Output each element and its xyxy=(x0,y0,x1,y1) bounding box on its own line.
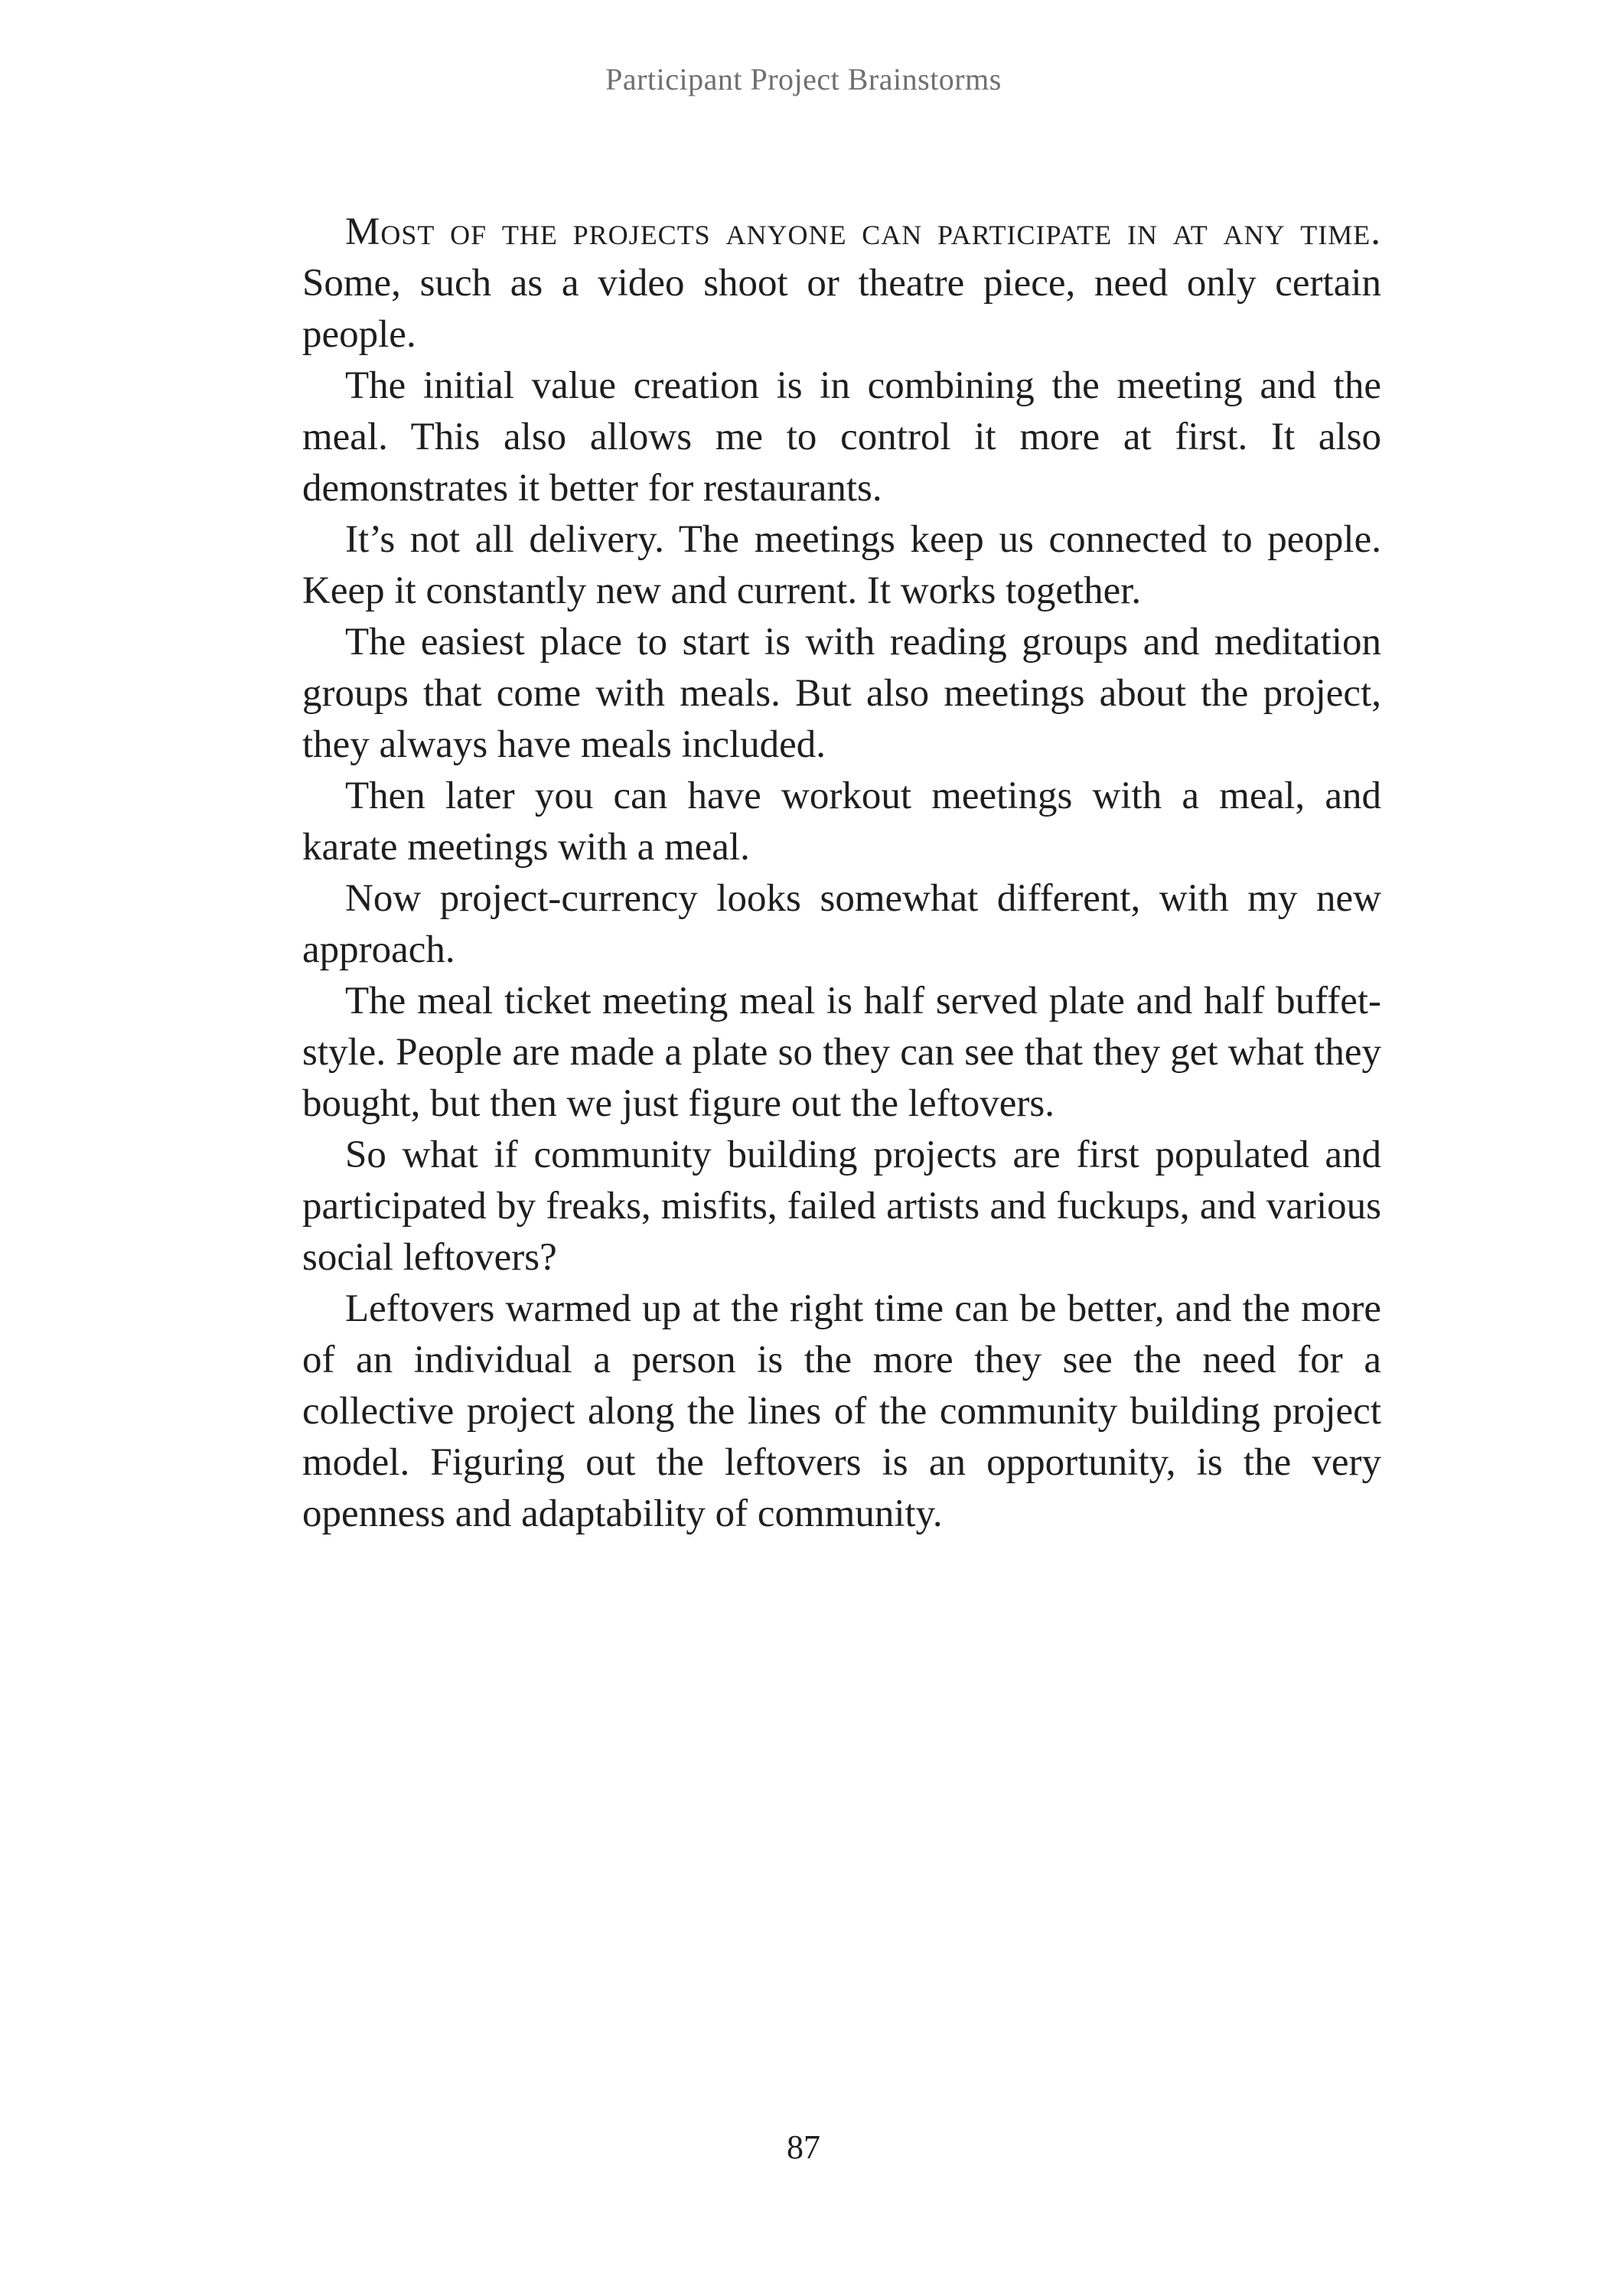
paragraph: So what if community building projects are first populated and participated by freaks, misfits, failed artists and fuckups, and various social leftovers? xyxy=(302,1133,1381,1279)
paragraph-1 xyxy=(302,207,1381,360)
page-number: 87 xyxy=(787,2128,820,2166)
lead-in-smallcaps: Most of the projects anyone can participate in at any time. xyxy=(345,210,1381,253)
paragraph: Now project-currency looks somewhat different, with my new approach. xyxy=(302,877,1381,971)
paragraph: The easiest place to start is with reading groups and meditation groups that come with meals. But also meetings about the project, they always have meals included. xyxy=(302,621,1381,766)
paragraph: The initial value creation is in combining the meeting and the meal. This also allows me to control it more at first. It also demonstrates it better for restaurants. xyxy=(302,364,1381,510)
body-text xyxy=(302,207,1381,1540)
paragraph: It’s not all delivery. The meetings keep us connected to people. Keep it constantly new and current. It works together. xyxy=(302,518,1381,612)
paragraph: Leftovers warmed up at the right time can be better, and the more of an individual a person is the more they see the need for a collective project along the lines of the community building project model. Figuring out the leftovers is an opportunity, is the very openness and adaptability of community. xyxy=(302,1287,1381,1535)
paragraph: Then later you can have workout meetings with a meal, and karate meetings with a meal. xyxy=(302,775,1381,869)
paragraph: The meal ticket meeting meal is half served plate and half buffet-style. People are made a plate so they can see that they get what they bought, but then we just figure out the leftovers. xyxy=(302,980,1381,1125)
paragraph-1-rest: Some, such as a video shoot or theatre piece, need only certain people. xyxy=(302,262,1381,356)
running-head: Participant Project Brainstorms xyxy=(605,62,1002,96)
